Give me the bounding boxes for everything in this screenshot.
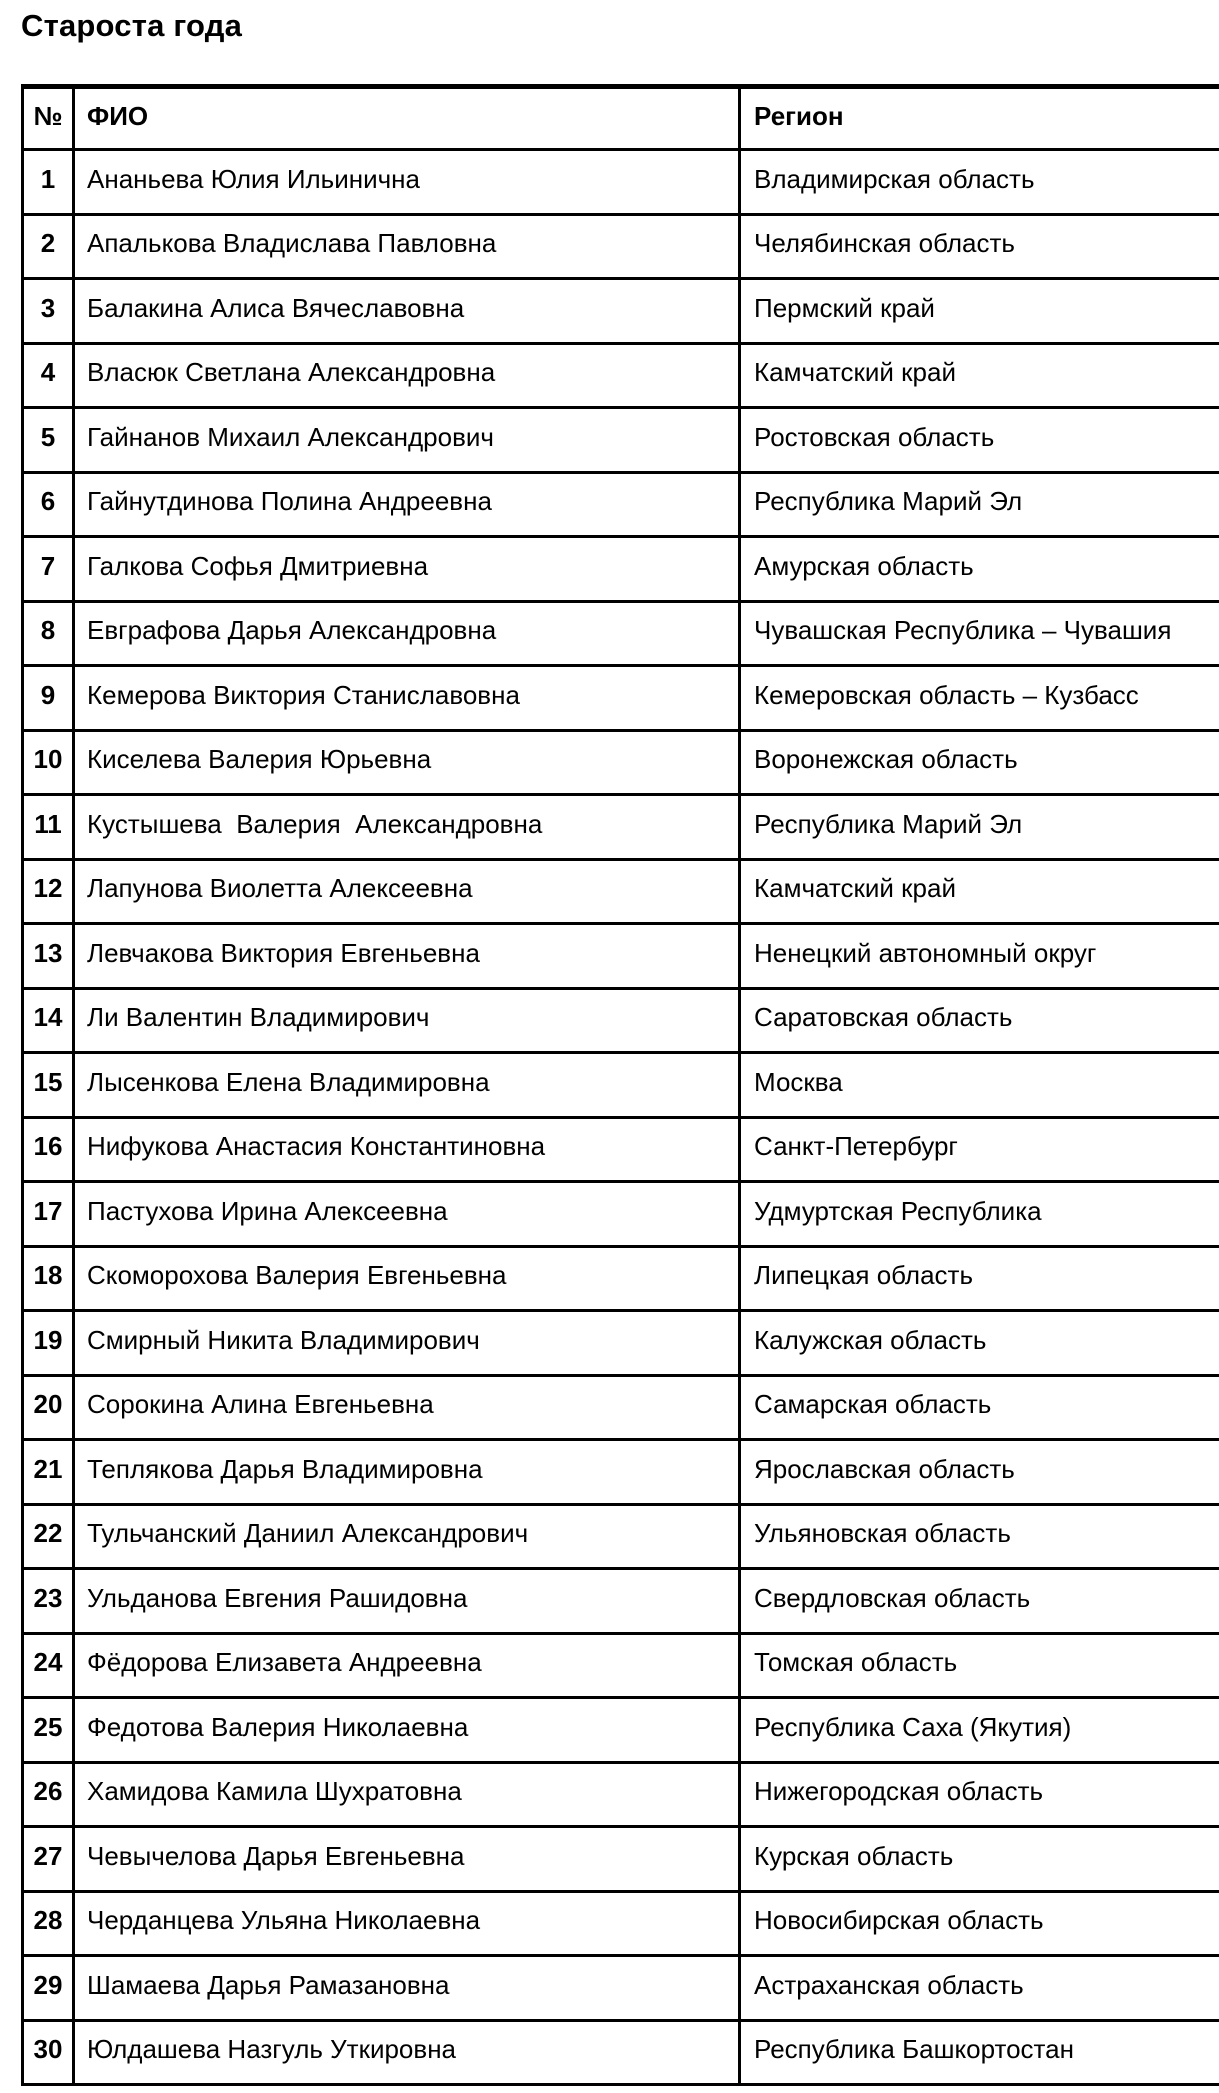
row-number-cell: 21 [23, 1440, 74, 1505]
table-row [23, 537, 1219, 602]
row-region-cell: Владимирская область [740, 150, 1219, 215]
row-region-cell: Курская область [740, 1827, 1219, 1892]
row-name-cell: Чевычелова Дарья Евгеньевна [74, 1827, 740, 1892]
row-number-cell: 12 [23, 859, 74, 924]
row-region-cell: Пермский край [740, 279, 1219, 344]
table-row [23, 1633, 1219, 1698]
row-name-cell: Ли Валентин Владимирович [74, 988, 740, 1053]
table-row [23, 1762, 1219, 1827]
row-name-cell: Сорокина Алина Евгеньевна [74, 1375, 740, 1440]
table-row [23, 730, 1219, 795]
row-number-cell: 29 [23, 1956, 74, 2021]
row-number-cell: 10 [23, 730, 74, 795]
row-name-cell: Федотова Валерия Николаевна [74, 1698, 740, 1763]
row-name-cell: Тульчанский Даниил Александрович [74, 1504, 740, 1569]
row-number-cell: 7 [23, 537, 74, 602]
table-row [23, 1504, 1219, 1569]
row-number-cell: 4 [23, 343, 74, 408]
row-number-cell: 14 [23, 988, 74, 1053]
table-row [23, 343, 1219, 408]
row-number-cell: 22 [23, 1504, 74, 1569]
row-name-cell: Апалькова Владислава Павловна [74, 214, 740, 279]
roster-table [21, 84, 1219, 2086]
row-region-cell: Нижегородская область [740, 1762, 1219, 1827]
row-region-cell: Камчатский край [740, 859, 1219, 924]
table-row [23, 1375, 1219, 1440]
row-number-cell: 17 [23, 1182, 74, 1247]
row-region-cell: Ульяновская область [740, 1504, 1219, 1569]
row-number-cell: 25 [23, 1698, 74, 1763]
row-name-cell: Юлдашева Назгуль Уткировна [74, 2020, 740, 2085]
row-region-cell: Чувашская Республика – Чувашия [740, 601, 1219, 666]
row-number-cell: 27 [23, 1827, 74, 1892]
row-region-cell: Ярославская область [740, 1440, 1219, 1505]
row-region-cell: Ростовская область [740, 408, 1219, 473]
row-name-cell: Скоморохова Валерия Евгеньевна [74, 1246, 740, 1311]
row-region-cell: Липецкая область [740, 1246, 1219, 1311]
row-region-cell: Кемеровская область – Кузбасс [740, 666, 1219, 731]
row-name-cell: Фёдорова Елизавета Андреевна [74, 1633, 740, 1698]
row-name-cell: Гайнанов Михаил Александрович [74, 408, 740, 473]
row-region-cell: Республика Марий Эл [740, 472, 1219, 537]
row-name-cell: Нифукова Анастасия Константиновна [74, 1117, 740, 1182]
table-row [23, 1246, 1219, 1311]
table-row [23, 150, 1219, 215]
table-row [23, 1698, 1219, 1763]
row-name-cell: Гайнутдинова Полина Андреевна [74, 472, 740, 537]
header-cell-number: № [23, 87, 74, 150]
row-region-cell: Томская область [740, 1633, 1219, 1698]
table-body [23, 150, 1219, 2085]
header-cell-name: ФИО [74, 87, 740, 150]
row-region-cell: Самарская область [740, 1375, 1219, 1440]
table-row [23, 1440, 1219, 1505]
row-number-cell: 30 [23, 2020, 74, 2085]
row-number-cell: 19 [23, 1311, 74, 1376]
table-row [23, 1053, 1219, 1118]
row-number-cell: 23 [23, 1569, 74, 1634]
table-row [23, 1311, 1219, 1376]
row-region-cell: Москва [740, 1053, 1219, 1118]
row-name-cell: Теплякова Дарья Владимировна [74, 1440, 740, 1505]
row-number-cell: 6 [23, 472, 74, 537]
row-region-cell: Воронежская область [740, 730, 1219, 795]
table-row [23, 214, 1219, 279]
row-name-cell: Кустышева Валерия Александровна [74, 795, 740, 860]
table-row [23, 472, 1219, 537]
row-name-cell: Евграфова Дарья Александровна [74, 601, 740, 666]
table-row [23, 408, 1219, 473]
row-number-cell: 5 [23, 408, 74, 473]
row-region-cell: Новосибирская область [740, 1891, 1219, 1956]
row-region-cell: Челябинская область [740, 214, 1219, 279]
table-row [23, 1891, 1219, 1956]
header-row [23, 87, 1219, 150]
row-name-cell: Кемерова Виктория Станиславовна [74, 666, 740, 731]
row-name-cell: Хамидова Камила Шухратовна [74, 1762, 740, 1827]
table-row [23, 2020, 1219, 2085]
table-row [23, 1117, 1219, 1182]
row-region-cell: Удмуртская Республика [740, 1182, 1219, 1247]
row-number-cell: 13 [23, 924, 74, 989]
row-region-cell: Калужская область [740, 1311, 1219, 1376]
row-number-cell: 9 [23, 666, 74, 731]
row-number-cell: 1 [23, 150, 74, 215]
row-name-cell: Шамаева Дарья Рамазановна [74, 1956, 740, 2021]
row-number-cell: 18 [23, 1246, 74, 1311]
row-number-cell: 28 [23, 1891, 74, 1956]
row-name-cell: Лысенкова Елена Владимировна [74, 1053, 740, 1118]
row-region-cell: Камчатский край [740, 343, 1219, 408]
table-row [23, 1569, 1219, 1634]
row-number-cell: 11 [23, 795, 74, 860]
table-row [23, 795, 1219, 860]
row-number-cell: 2 [23, 214, 74, 279]
table-row [23, 279, 1219, 344]
row-number-cell: 8 [23, 601, 74, 666]
row-region-cell: Республика Марий Эл [740, 795, 1219, 860]
row-name-cell: Лапунова Виолетта Алексеевна [74, 859, 740, 924]
table-row [23, 601, 1219, 666]
row-name-cell: Пастухова Ирина Алексеевна [74, 1182, 740, 1247]
page-title: Староста года [21, 8, 243, 43]
row-number-cell: 16 [23, 1117, 74, 1182]
row-name-cell: Галкова Софья Дмитриевна [74, 537, 740, 602]
table-row [23, 1182, 1219, 1247]
row-region-cell: Республика Башкортостан [740, 2020, 1219, 2085]
row-name-cell: Ананьева Юлия Ильинична [74, 150, 740, 215]
row-number-cell: 15 [23, 1053, 74, 1118]
header-cell-region: Регион [740, 87, 1219, 150]
table-row [23, 859, 1219, 924]
table-row [23, 988, 1219, 1053]
row-name-cell: Власюк Светлана Александровна [74, 343, 740, 408]
row-region-cell: Амурская область [740, 537, 1219, 602]
row-region-cell: Саратовская область [740, 988, 1219, 1053]
table-row [23, 1827, 1219, 1892]
row-name-cell: Киселева Валерия Юрьевна [74, 730, 740, 795]
row-name-cell: Балакина Алиса Вячеславовна [74, 279, 740, 344]
row-name-cell: Ульданова Евгения Рашидовна [74, 1569, 740, 1634]
row-region-cell: Свердловская область [740, 1569, 1219, 1634]
row-region-cell: Санкт-Петербург [740, 1117, 1219, 1182]
table-row [23, 666, 1219, 731]
row-name-cell: Смирный Никита Владимирович [74, 1311, 740, 1376]
row-number-cell: 26 [23, 1762, 74, 1827]
row-number-cell: 20 [23, 1375, 74, 1440]
row-name-cell: Левчакова Виктория Евгеньевна [74, 924, 740, 989]
row-region-cell: Республика Саха (Якутия) [740, 1698, 1219, 1763]
row-region-cell: Астраханская область [740, 1956, 1219, 2021]
row-number-cell: 3 [23, 279, 74, 344]
row-number-cell: 24 [23, 1633, 74, 1698]
table-row [23, 924, 1219, 989]
row-region-cell: Ненецкий автономный округ [740, 924, 1219, 989]
table-row [23, 1956, 1219, 2021]
row-name-cell: Черданцева Ульяна Николаевна [74, 1891, 740, 1956]
